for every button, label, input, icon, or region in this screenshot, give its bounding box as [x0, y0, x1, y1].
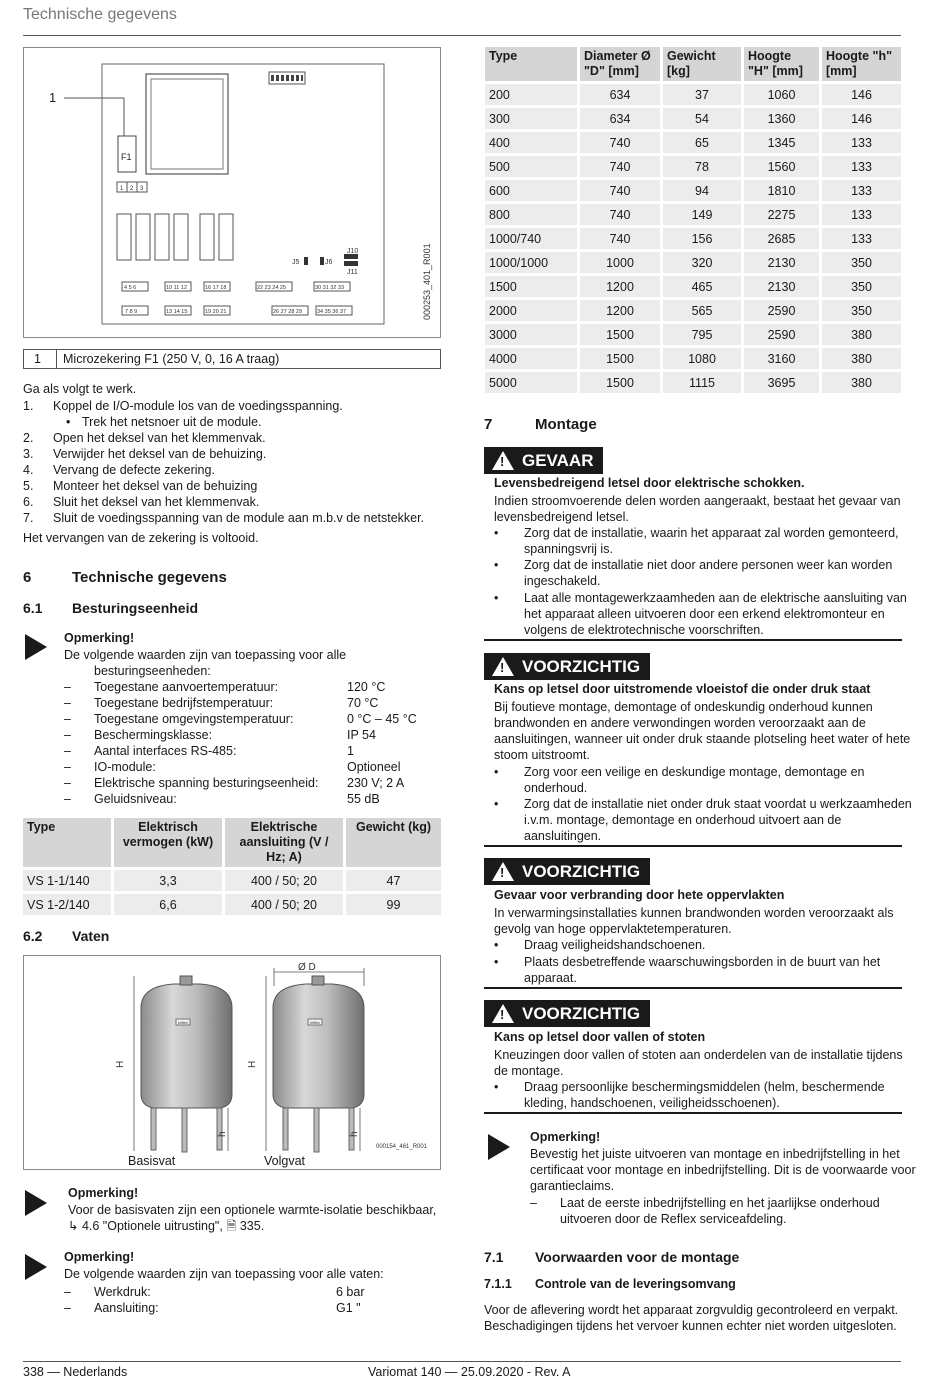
spec-dash: –	[530, 1196, 537, 1210]
table-row	[485, 108, 901, 129]
spec-label: Toegestane bedrijfstemperatuur:	[94, 696, 274, 710]
terminal-group-bottom-5: 34 35 36 37	[317, 309, 347, 315]
table-cell: 78	[663, 156, 741, 177]
note-dash-text: Laat de eerste inbedrijfstelling en het jaarlijkse onderhoud	[560, 1196, 880, 1210]
terminal-group-top-1: 4 5 6	[124, 285, 137, 291]
table-row	[485, 180, 901, 201]
table-cell: 2000	[485, 300, 577, 321]
step-number: 1.	[23, 399, 34, 413]
table-cell: VS 1-1/140	[23, 870, 111, 891]
step-text: Verwijder het deksel van de behuizing.	[53, 447, 267, 461]
step-text: Sluit de voedingsspanning van de module aan m.b.v de netstekker.	[53, 511, 425, 525]
table-header-row	[485, 47, 901, 81]
note-text: garantieclaims.	[530, 1179, 615, 1193]
section-6-1-title: Besturingseenheid	[72, 600, 199, 616]
step-number: 3.	[23, 447, 34, 461]
volgvat-caption: Volgvat	[264, 1154, 306, 1168]
table-row	[485, 156, 901, 177]
table-cell: 133	[822, 228, 901, 249]
warning-title: Kans op letsel door vallen of stoten	[494, 1030, 706, 1044]
bullet: •	[494, 955, 499, 969]
column-header: Gewicht [kg]	[663, 47, 741, 81]
warning-bullet-text: Draag veiligheidshandschoenen.	[524, 938, 706, 952]
diameter-label: Ø D	[298, 962, 316, 973]
table-cell: 740	[580, 228, 660, 249]
figure-legend	[23, 349, 441, 369]
table-cell: 300	[485, 108, 577, 129]
table-cell: 1360	[744, 108, 819, 129]
column-header: Diameter Ø "D" [mm]	[580, 47, 660, 81]
warning-divider	[484, 987, 902, 989]
column-header: Type	[23, 818, 111, 867]
spec-label: Aansluiting:	[94, 1301, 159, 1315]
table-cell: 350	[822, 276, 901, 297]
callout-number: 1	[49, 90, 57, 105]
badge-label: VOORZICHTIG	[522, 861, 641, 881]
note-title: Opmerking!	[64, 1250, 135, 1264]
table-cell: 320	[663, 252, 741, 273]
table-row	[485, 300, 901, 321]
warning-triangle-icon: !	[492, 862, 514, 881]
drawing-id: 000253_401_R001	[422, 243, 432, 320]
terminal-group-top-3: 16 17 18	[205, 285, 227, 291]
table-cell: 1000/740	[485, 228, 577, 249]
warning-bullet-text: spanningsvrij is.	[524, 542, 613, 556]
table-cell: 3160	[744, 348, 819, 369]
table-cell: 380	[822, 324, 901, 345]
table-cell: 1080	[663, 348, 741, 369]
table-row	[485, 252, 901, 273]
table-cell: 600	[485, 180, 577, 201]
jumper-j5: J5	[292, 259, 300, 266]
step-text: Koppel de I/O-module los van de voedingsspanning.	[53, 399, 343, 413]
section-7-title: Montage	[535, 416, 597, 433]
spec-label: Elektrische spanning besturingseenheid:	[94, 776, 319, 790]
badge-label: VOORZICHTIG	[522, 656, 641, 676]
steps-intro: Ga als volgt te werk.	[23, 382, 137, 396]
table-cell: 1500	[580, 372, 660, 393]
body-text: Voor de aflevering wordt het apparaat zorgvuldig gecontroleerd en verpakt.	[484, 1303, 899, 1317]
section-7-1-number: 7.1	[484, 1249, 504, 1265]
table-cell: 2590	[744, 324, 819, 345]
terminal-group-top-5: 30 31 32 33	[315, 285, 345, 291]
footer-rule	[23, 1361, 901, 1362]
section-6-title: Technische gegevens	[72, 569, 227, 586]
table-cell: 47	[346, 870, 441, 891]
column-header: Elektrische aansluiting (V / Hz; A)	[225, 818, 343, 867]
step-bullet: •	[66, 415, 71, 429]
warning-bullet-text: kleding, handschoenen, veiligheidsschoenen).	[524, 1096, 780, 1110]
terminal-group-bottom-1: 7 8 9	[125, 309, 138, 315]
height-H-label: H	[247, 1060, 258, 1068]
io-module-figure	[23, 47, 441, 338]
badge-label: GEVAAR	[522, 450, 594, 470]
warning-body: brandwonden en andere verwondingen worden veroorzaakt aan de	[494, 716, 866, 730]
spec-label: IO-module:	[94, 760, 156, 774]
table-cell: 4000	[485, 348, 577, 369]
legend-number: 1	[24, 350, 57, 368]
table-cell: 146	[822, 84, 901, 105]
table-cell: 6,6	[114, 894, 222, 915]
table-cell: 380	[822, 372, 901, 393]
table-cell: 3,3	[114, 870, 222, 891]
section-6-number: 6	[23, 569, 32, 586]
spec-dash: –	[64, 1301, 71, 1315]
warning-title: Levensbedreigend letsel door elektrische schokken.	[494, 476, 805, 490]
spec-value: 70 °C	[347, 696, 379, 710]
note-text: De volgende waarden zijn van toepassing voor alle vaten:	[64, 1267, 384, 1281]
table-cell: 1500	[580, 348, 660, 369]
table-cell: 133	[822, 156, 901, 177]
warning-bullet-text: Draag persoonlijke beschermingsmiddelen (helm, beschermende	[524, 1080, 885, 1094]
spec-dash: –	[64, 1285, 71, 1299]
table-cell: 2275	[744, 204, 819, 225]
table-cell: 800	[485, 204, 577, 225]
warning-bullet-text: onderhoud.	[524, 781, 588, 795]
warning-bullet-text: volgens de elektrotechnische voorschriften.	[524, 623, 764, 637]
badge-label: VOORZICHTIG	[522, 1003, 641, 1023]
caution-badge	[484, 1000, 650, 1027]
jumper-j11: J11	[347, 269, 358, 276]
table-cell: 133	[822, 204, 901, 225]
spec-dash: –	[64, 744, 71, 758]
footer-page-info: 338 — Nederlands	[23, 1365, 128, 1379]
bullet: •	[494, 765, 499, 779]
spec-value: G1 "	[336, 1301, 361, 1315]
note-title: Opmerking!	[64, 631, 135, 645]
table-cell: 3695	[744, 372, 819, 393]
warning-body: stoom uitstroomt.	[494, 748, 590, 762]
table-row	[485, 132, 901, 153]
table-cell: VS 1-2/140	[23, 894, 111, 915]
jumper-j10: J10	[347, 248, 359, 255]
spec-dash: –	[64, 728, 71, 742]
warning-bullet-text: Zorg voor een veilige en deskundige montage, demontage en	[524, 765, 865, 779]
height-h-label: h	[349, 1131, 360, 1137]
caution-badge	[484, 653, 650, 680]
brand-label: reflex	[178, 1020, 188, 1025]
spec-value: 0 °C – 45 °C	[347, 712, 417, 726]
note-text: certificaat voor montage en inbedrijfstelling. Dit is de voorwaarde voor	[530, 1163, 916, 1177]
warning-bullet-text: aansluitingen.	[524, 829, 602, 843]
note-intro: De volgende waarden zijn van toepassing voor alle	[64, 648, 347, 662]
table-row	[485, 204, 901, 225]
warning-bullet-text: Plaats desbetreffende waarschuwingsborden in de buurt van het	[524, 955, 881, 969]
table-cell: 5000	[485, 372, 577, 393]
fuse-label: F1	[121, 152, 132, 162]
header-rule	[23, 35, 901, 36]
note-title: Opmerking!	[68, 1186, 139, 1200]
table-cell: 400	[485, 132, 577, 153]
spec-value: 120 °C	[347, 680, 386, 694]
table-cell: 1000/1000	[485, 252, 577, 273]
step-number: 7.	[23, 511, 34, 525]
spec-dash: –	[64, 696, 71, 710]
note-arrow-icon	[25, 634, 47, 660]
spec-dash: –	[64, 712, 71, 726]
warning-bullet-text: apparaat.	[524, 971, 577, 985]
vessels-drawing	[24, 956, 442, 1171]
caution-badge	[484, 858, 650, 885]
table-row	[23, 894, 441, 915]
table-cell: 133	[822, 180, 901, 201]
warning-body: de montage.	[494, 1064, 564, 1078]
table-cell: 1560	[744, 156, 819, 177]
step-text: Trek het netsnoer uit de module.	[82, 415, 262, 429]
table-row	[23, 870, 441, 891]
bullet: •	[494, 938, 499, 952]
table-header-row	[23, 818, 441, 867]
note-intro: besturingseenheden:	[94, 664, 211, 678]
warning-bullet-text: het apparaat alleen uitvoeren door een erkend elektromonteur en	[524, 607, 885, 621]
warning-divider	[484, 1112, 902, 1114]
spec-value: 1	[347, 744, 354, 758]
warning-body: aansluitingen, wanneer uit onder druk staande plotseling heet water of hete	[494, 732, 911, 746]
note-text: Bevestig het juiste uitvoeren van montage en inbedrijfstelling in het	[530, 1147, 900, 1161]
table-cell: 634	[580, 84, 660, 105]
spec-label: Geluidsniveau:	[94, 792, 177, 806]
warning-bullet-text: Zorg dat de installatie, waarin het apparaat zal worden gemonteerd,	[524, 526, 899, 540]
section-7-number: 7	[484, 416, 493, 433]
warning-bullet-text: Zorg dat de installatie niet door andere personen weer kan worden	[524, 558, 893, 572]
page-header: Technische gegevens	[23, 6, 177, 23]
warning-body: Kneuzingen door vallen of stoten aan onderdelen van de installatie tijdens	[494, 1048, 903, 1062]
table-cell: 149	[663, 204, 741, 225]
warning-body: gevolg van hoge oppervlaktetemperaturen.	[494, 922, 732, 936]
table-cell: 1060	[744, 84, 819, 105]
step-text: Monteer het deksel van de behuizing	[53, 479, 258, 493]
table-cell: 54	[663, 108, 741, 129]
height-H-label: H	[115, 1060, 126, 1068]
warning-body: Bij foutieve montage, demontage of ondeskundig onderhoud kunnen	[494, 700, 873, 714]
warning-bullet-text: Zorg dat de installatie niet onder druk staat voordat u werkzaamheden	[524, 797, 912, 811]
vessels-figure	[23, 955, 441, 1170]
table-cell: 1810	[744, 180, 819, 201]
table-cell: 350	[822, 252, 901, 273]
table-cell: 156	[663, 228, 741, 249]
column-header: Gewicht (kg)	[346, 818, 441, 867]
steps-outro: Het vervangen van de zekering is voltooid.	[23, 531, 259, 545]
step-number: 4.	[23, 463, 34, 477]
warning-divider	[484, 845, 902, 847]
table-row	[485, 348, 901, 369]
column-header: Hoogte "h" [mm]	[822, 47, 901, 81]
table-row	[485, 84, 901, 105]
table-row	[485, 276, 901, 297]
terminal-group-bottom-3: 19 20 21	[205, 309, 227, 315]
column-header: Elektrisch vermogen (kW)	[114, 818, 222, 867]
spec-dash: –	[64, 760, 71, 774]
table-cell: 350	[822, 300, 901, 321]
spec-value: IP 54	[347, 728, 376, 742]
warning-divider	[484, 639, 902, 641]
spec-label: Werkdruk:	[94, 1285, 151, 1299]
spec-dash: –	[64, 680, 71, 694]
table-cell: 795	[663, 324, 741, 345]
table-cell: 146	[822, 108, 901, 129]
table-row	[485, 372, 901, 393]
section-6-2-number: 6.2	[23, 928, 43, 944]
warning-title: Kans op letsel door uitstromende vloeistof die onder druk staat	[494, 682, 871, 696]
footer-document-info: Variomat 140 — 25.09.2020 - Rev. A	[368, 1365, 571, 1379]
table-cell: 1000	[580, 252, 660, 273]
spec-label: Aantal interfaces RS-485:	[94, 744, 237, 758]
table-cell: 99	[346, 894, 441, 915]
spec-value: 6 bar	[336, 1285, 365, 1299]
table-cell: 1345	[744, 132, 819, 153]
section-7-1-1-number: 7.1.1	[484, 1277, 512, 1291]
step-text: Sluit het deksel van het klemmenvak.	[53, 495, 260, 509]
note-arrow-icon	[25, 1254, 47, 1280]
table-cell: 740	[580, 132, 660, 153]
warning-bullet-text: i.v.m. montage, demontage en onderhoud uitvoert aan de	[524, 813, 842, 827]
step-number: 5.	[23, 479, 34, 493]
spec-value: 230 V; 2 A	[347, 776, 405, 790]
terminal-group-top-4: 22 23 24 25	[257, 285, 287, 291]
table-cell: 740	[580, 204, 660, 225]
legend-text: Microzekering F1 (250 V, 0, 16 A traag)	[63, 352, 280, 366]
warning-bullet-text: Laat alle montagewerkzaamheden aan de elektrische aansluiting van	[524, 591, 907, 605]
step-text: Open het deksel van het klemmenvak.	[53, 431, 266, 445]
drawing-id: 000154_461_R001	[376, 1144, 428, 1150]
note-cross-reference-link[interactable]: ↳ 4.6 "Optionele uitrusting", 🗎 335.	[68, 1219, 265, 1233]
table-cell: 565	[663, 300, 741, 321]
spec-dash: –	[64, 792, 71, 806]
terminal-2: 2	[130, 186, 134, 192]
basisvat-caption: Basisvat	[128, 1154, 176, 1168]
note-dash-text: uitvoeren door de Reflex serviceafdeling.	[560, 1212, 787, 1226]
body-text: Beschadigingen tijdens het vervoer kunnen echter niet worden uitgesloten.	[484, 1319, 897, 1333]
note-title: Opmerking!	[530, 1130, 601, 1144]
table-cell: 94	[663, 180, 741, 201]
warning-body: In verwarmingsinstallaties kunnen brandwonden worden veroorzaakt als	[494, 906, 894, 920]
section-7-1-1-title: Controle van de leveringsomvang	[535, 1277, 736, 1291]
table-cell: 740	[580, 156, 660, 177]
table-cell: 380	[822, 348, 901, 369]
danger-badge	[484, 447, 603, 474]
terminal-group-bottom-2: 13 14 15	[166, 309, 188, 315]
io-module-drawing	[24, 48, 442, 339]
spec-label: Toegestane aanvoertemperatuur:	[94, 680, 279, 694]
table-cell: 1115	[663, 372, 741, 393]
table-cell: 2130	[744, 276, 819, 297]
table-cell: 2590	[744, 300, 819, 321]
terminal-1: 1	[120, 186, 124, 192]
step-number: 6.	[23, 495, 34, 509]
section-6-1-number: 6.1	[23, 600, 43, 616]
table-cell: 400 / 50; 20	[225, 870, 343, 891]
spec-value: 55 dB	[347, 792, 380, 806]
table-cell: 1200	[580, 300, 660, 321]
warning-triangle-icon: !	[492, 1004, 514, 1023]
section-6-2-title: Vaten	[72, 928, 110, 944]
column-header: Type	[485, 47, 577, 81]
table-cell: 65	[663, 132, 741, 153]
note-text: Voor de basisvaten zijn een optionele warmte-isolatie beschikbaar,	[68, 1203, 437, 1217]
warning-body: levensbedreigend letsel.	[494, 510, 629, 524]
table-cell: 37	[663, 84, 741, 105]
table-row	[485, 228, 901, 249]
terminal-group-bottom-4: 26 27 28 29	[273, 309, 303, 315]
table-cell: 3000	[485, 324, 577, 345]
control-unit-table	[20, 815, 444, 918]
table-cell: 2685	[744, 228, 819, 249]
note-arrow-icon	[488, 1134, 510, 1160]
table-cell: 2130	[744, 252, 819, 273]
table-cell: 740	[580, 180, 660, 201]
table-cell: 1500	[485, 276, 577, 297]
spec-value: Optioneel	[347, 760, 401, 774]
table-cell: 133	[822, 132, 901, 153]
table-cell: 200	[485, 84, 577, 105]
spec-dash: –	[64, 776, 71, 790]
warning-triangle-icon: !	[492, 657, 514, 676]
bullet: •	[494, 526, 499, 540]
warning-triangle-icon: !	[492, 451, 514, 470]
warning-bullet-text: ingeschakeld.	[524, 574, 601, 588]
bullet: •	[494, 558, 499, 572]
terminal-3: 3	[140, 186, 144, 192]
table-cell: 1200	[580, 276, 660, 297]
brand-label: reflex	[310, 1020, 320, 1025]
vessel-table	[482, 44, 904, 396]
step-number: 2.	[23, 431, 34, 445]
warning-title: Gevaar voor verbranding door hete oppervlakten	[494, 888, 785, 902]
spec-label: Toegestane omgevingstemperatuur:	[94, 712, 294, 726]
warning-body: Indien stroomvoerende delen worden aangeraakt, bestaat het gevaar van	[494, 494, 901, 508]
spec-label: Beschermingsklasse:	[94, 728, 213, 742]
bullet: •	[494, 797, 499, 811]
section-7-1-title: Voorwaarden voor de montage	[535, 1249, 740, 1265]
table-row	[485, 324, 901, 345]
table-cell: 400 / 50; 20	[225, 894, 343, 915]
step-text: Vervang de defecte zekering.	[53, 463, 215, 477]
height-h-label: h	[217, 1131, 228, 1137]
bullet: •	[494, 591, 499, 605]
note-arrow-icon	[25, 1190, 47, 1216]
table-cell: 465	[663, 276, 741, 297]
table-cell: 500	[485, 156, 577, 177]
column-header: Hoogte "H" [mm]	[744, 47, 819, 81]
table-cell: 634	[580, 108, 660, 129]
table-cell: 1500	[580, 324, 660, 345]
jumper-j6: J6	[325, 259, 333, 266]
terminal-group-top-2: 10 11 12	[166, 285, 188, 291]
bullet: •	[494, 1080, 499, 1094]
